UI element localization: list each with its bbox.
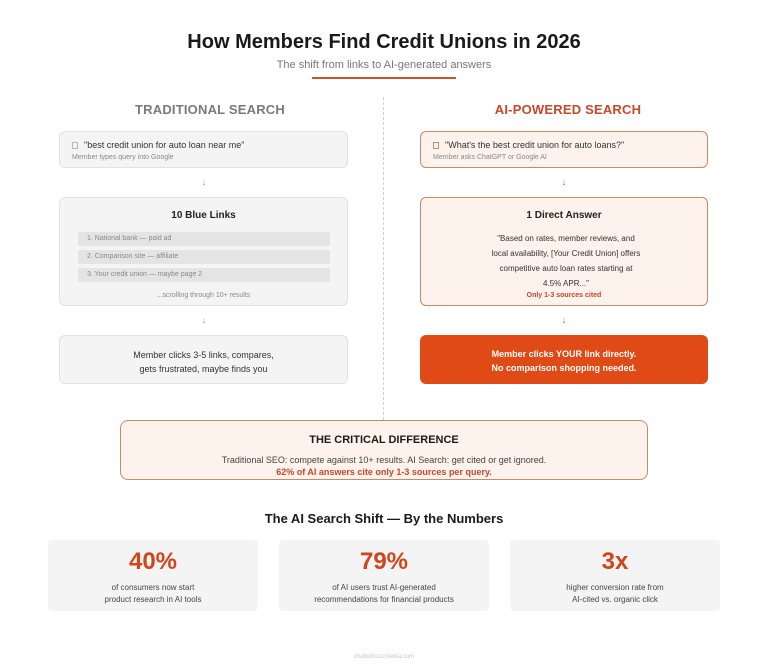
blue-links-box <box>59 197 348 306</box>
outcome-line: Member clicks 3-5 links, compares, <box>133 350 274 360</box>
stat-label <box>279 582 489 606</box>
traditional-heading: TRADITIONAL SEARCH <box>135 102 285 117</box>
ai-outcome-text <box>420 347 708 375</box>
blue-links-title: 10 Blue Links <box>171 210 236 221</box>
stat-label-line: of consumers now start <box>111 583 195 592</box>
stat-label-line: AI-cited vs. organic click <box>572 595 658 604</box>
stat-card <box>48 540 258 611</box>
chat-icon <box>433 142 439 149</box>
stat-label-line: recommendations for financial products <box>314 595 454 604</box>
critical-difference-title: THE CRITICAL DIFFERENCE <box>309 434 459 446</box>
direct-answer-box <box>420 197 708 306</box>
stat-value: 40% <box>128 548 178 575</box>
traditional-query <box>72 140 244 150</box>
down-arrow-icon: ↓ <box>561 177 567 187</box>
ai-answer-text: "Based on rates, member reviews, and local availability, [Your Credit Union] offers competitive auto loan rates starting at 4.5% APR..." <box>491 234 641 288</box>
traditional-outcome-box <box>59 335 348 384</box>
down-arrow-icon: ↓ <box>201 315 207 325</box>
down-arrow-icon: ↓ <box>201 177 207 187</box>
ai-query-box <box>420 131 708 168</box>
critical-difference-text: Traditional SEO: compete against 10+ results. AI Search: get cited or get ignored. <box>221 455 547 465</box>
stat-value: 3x <box>601 548 629 575</box>
ai-query-caption: Member asks ChatGPT or Google AI <box>433 154 547 161</box>
traditional-query-text: "best credit union for auto loan near me" <box>84 140 245 150</box>
critical-difference-stat: 62% of AI answers cite only 1-3 sources per query. <box>276 467 492 477</box>
footer-credit: chatterbuzzmedia.com <box>353 654 415 660</box>
stat-card <box>510 540 720 611</box>
down-arrow-icon: ↓ <box>561 315 567 325</box>
stat-label <box>48 582 258 606</box>
search-result-row: 2. Comparison site — affiliate <box>78 250 330 264</box>
stat-label <box>510 582 720 606</box>
page-subtitle: The shift from links to AI-generated answers <box>276 59 492 71</box>
ai-heading: AI-POWERED SEARCH <box>494 102 642 117</box>
column-divider <box>383 97 384 430</box>
ai-outcome-box <box>420 335 708 384</box>
stat-label-line: of AI users trust AI-generated <box>332 583 436 592</box>
outcome-line: Member clicks YOUR link directly. <box>491 349 637 359</box>
traditional-query-caption: Member types query into Google <box>72 154 174 161</box>
stat-label-line: higher conversion rate from <box>566 583 664 592</box>
outcome-line: gets frustrated, maybe finds you <box>139 364 268 374</box>
stat-card <box>279 540 489 611</box>
stat-label-line: product research in AI tools <box>104 595 202 604</box>
ai-query-text: "What's the best credit union for auto loans?" <box>445 140 625 150</box>
page-title: How Members Find Credit Unions in 2026 <box>187 31 581 53</box>
ai-query <box>433 140 624 150</box>
search-result-row: 1. National bank — paid ad <box>78 232 330 246</box>
outcome-line: No comparison shopping needed. <box>491 363 637 373</box>
search-result-row: 3. Your credit union — maybe page 2 <box>78 268 330 282</box>
stats-heading: The AI Search Shift — By the Numbers <box>264 511 504 526</box>
stat-value: 79% <box>359 548 409 575</box>
sources-note: Only 1-3 sources cited <box>526 292 602 299</box>
scroll-note: ...scrolling through 10+ results <box>156 292 251 299</box>
traditional-outcome-text <box>60 348 347 376</box>
direct-answer-title: 1 Direct Answer <box>526 210 602 221</box>
critical-difference-box <box>120 420 648 480</box>
traditional-query-box <box>59 131 348 168</box>
search-icon <box>72 142 78 149</box>
title-underline <box>312 77 456 79</box>
